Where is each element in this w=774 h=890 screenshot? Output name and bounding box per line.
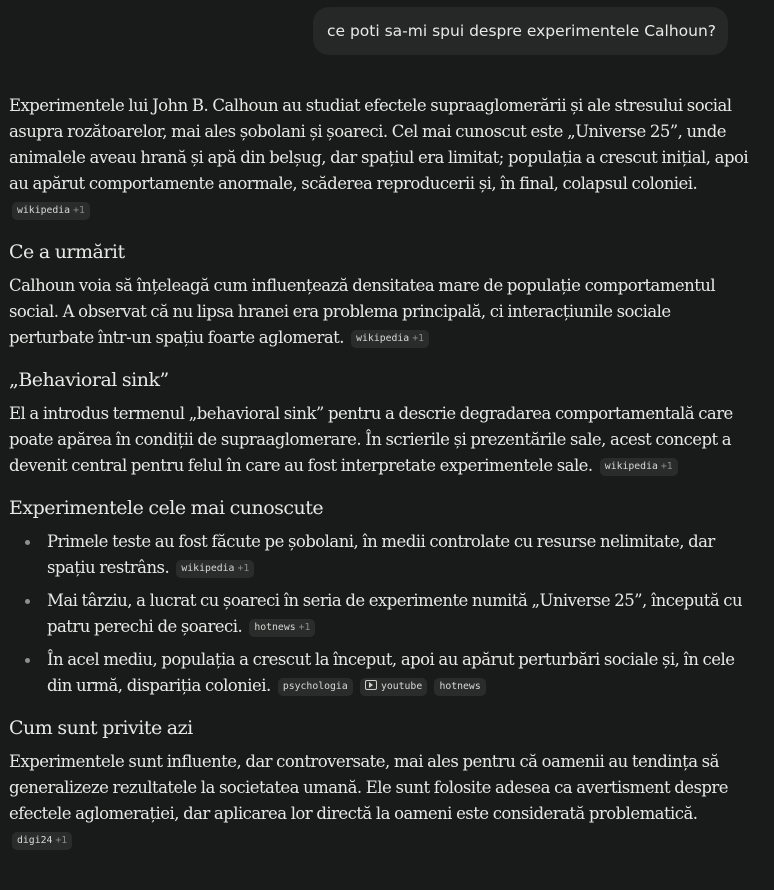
citation-chip-hotnews[interactable]: hotnews	[434, 678, 485, 696]
citation-chip-wikipedia[interactable]: wikipedia +1	[12, 202, 90, 220]
list-item: Mai târziu, a lucrat cu șoareci în seria de experimente numită „Universe 25”, începută cu patru perechi de șoareci. hotnews +1	[9, 588, 749, 640]
list-item: În acel mediu, populația a crescut la început, apoi au apărut perturbări sociale și, în cele din urmă, dispariția coloniei. psychologia youtube hotnews	[9, 647, 749, 699]
list-item: Primele teste au fost făcute pe șobolani, în medii controlate cu resurse nelimitate, dar spațiu restrâns. wikipedia +1	[9, 529, 749, 581]
user-message-bubble	[313, 7, 728, 55]
citation-chip-youtube[interactable]: youtube	[360, 678, 427, 696]
user-message-text: ce poti sa-mi spui despre experimentele Calhoun?	[326, 22, 716, 40]
section-heading-experiments: Experimentele cele mai cunoscute	[9, 497, 324, 519]
section-text-behavioral-sink: El a introdus termenul „behavioral sink” pentru a descrie degradarea comportamentală care poate apărea în condiții de supraaglomerare. În scrierile și prezentările sale, acest concept a devenit central pentru felul în care au fost interpretate experimentele sale. wikipedia +1	[9, 404, 733, 475]
section-text-goal: Calhoun voia să înțeleagă cum influențează densitatea mare de populație comportamentul social. A observat că nu lipsa hranei era problema principală, ci interacțiunile sociale perturbate într-un spațiu foarte aglomerat. wikipedia +1	[9, 276, 716, 347]
section-heading-goal: Ce a urmărit	[9, 241, 125, 263]
section-text-today: Experimentele sunt influente, dar controversate, mai ales pentru că oamenii au tendința să generalizeze rezultatele la societatea umană. Ele sunt folosite adesea ca avertisment despre efectele aglomerației, dar aplicarea lor directă la oameni este considerată problematică. digi24 +1	[9, 749, 749, 853]
section-heading-today: Cum sunt privite azi	[9, 717, 193, 739]
youtube-play-icon	[365, 680, 377, 690]
experiments-list	[9, 529, 749, 699]
section-heading-behavioral-sink: „Behavioral sink”	[9, 369, 169, 391]
citation-chip-wikipedia[interactable]: wikipedia +1	[600, 458, 678, 476]
answer-intro: Experimentele lui John B. Calhoun au studiat efectele supraaglomerării și ale stresului social asupra rozătoarelor, mai ales șobolani și șoareci. Cel mai cunoscut este „Universe 25”, unde animalele aveau hrană și apă din belșug, dar spațiul era limitat; populația a crescut inițial, apoi au apărut comportamente anormale, scăderea reproducerii și, în final, colapsul coloniei. wikipedia +1	[9, 93, 749, 223]
citation-chip-hotnews[interactable]: hotnews +1	[249, 619, 315, 637]
citation-chip-wikipedia[interactable]: wikipedia +1	[176, 560, 254, 578]
citation-chip-psychologia[interactable]: psychologia	[278, 678, 353, 696]
assistant-answer	[9, 93, 749, 853]
citation-chip-digi24[interactable]: digi24 +1	[12, 832, 72, 850]
citation-chip-wikipedia[interactable]: wikipedia +1	[351, 330, 429, 348]
